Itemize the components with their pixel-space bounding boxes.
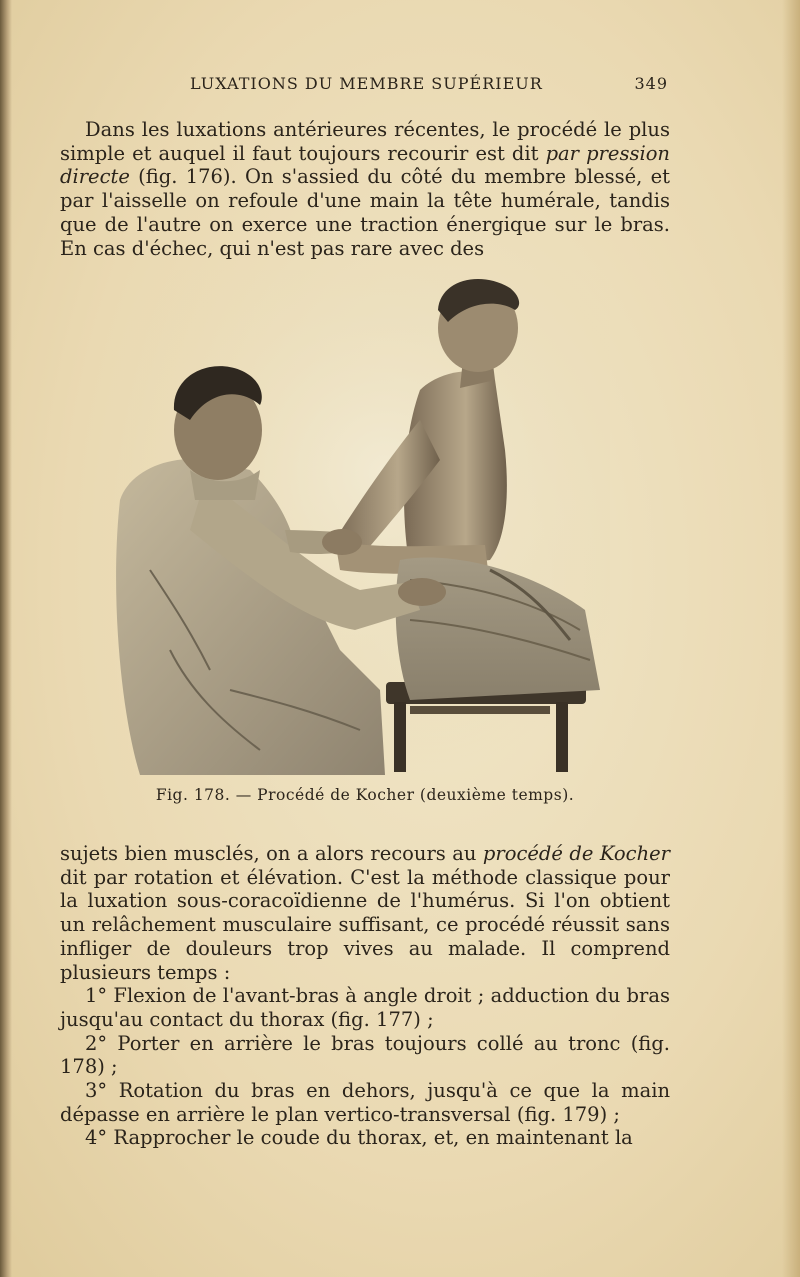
top-text-block bbox=[60, 118, 670, 260]
figure-caption: Fig. 178. — Procédé de Kocher (deuxième temps). bbox=[155, 786, 575, 804]
step-4: 4° Rapprocher le coude du thorax, et, en maintenant la bbox=[85, 1126, 633, 1150]
step-1: 1° Flexion de l'avant-bras à angle droit ; adduction du bras jusqu'au contact du thorax (fig. 177) ; bbox=[60, 984, 670, 1031]
step-3: 3° Rotation du bras en dehors, jusqu'à ce que la main dépasse en arrière le plan vertico-transversal (fig. 179) ; bbox=[60, 1079, 670, 1126]
intro-paragraph: Dans les luxations antérieures récentes, le procédé le plus simple et auquel il faut toujours recourir est dit par pression directe (fig. 176). On s'assied du côté du membre blessé, et par l'aisselle on refoule d'une main la tête humérale, tandis que de l'autre on exerce une traction énergique sur le bras. En cas d'échec, qui n'est pas rare avec des bbox=[60, 118, 670, 260]
emphasis-par-pression-directe: par pression directe bbox=[60, 141, 670, 189]
page-edge-shadow bbox=[782, 0, 800, 1277]
page-gutter-shadow bbox=[0, 0, 12, 1277]
continuation-paragraph: sujets bien musclés, on a alors recours au procédé de Kocher dit par rotation et élévation. C'est la méthode classique pour la luxation sous-coracoïdienne de l'humérus. Si l'on obtient un relâchement musculaire suffisant, ce procédé réussit sans infliger de douleurs trop vives au malade. Il comprend plusieurs temps : bbox=[60, 842, 671, 984]
page-number: 349 bbox=[634, 74, 668, 93]
emphasis-procede-de-kocher: procédé de Kocher bbox=[482, 842, 671, 865]
kocher-procedure-engraving bbox=[110, 270, 610, 775]
bottom-text-block bbox=[60, 842, 670, 1150]
page-header bbox=[60, 74, 670, 98]
running-head: LUXATIONS DU MEMBRE SUPÉRIEUR bbox=[190, 74, 543, 93]
figure-illustration bbox=[110, 270, 610, 775]
step-2: 2° Porter en arrière le bras toujours collé au tronc (fig. 178) ; bbox=[60, 1031, 670, 1079]
